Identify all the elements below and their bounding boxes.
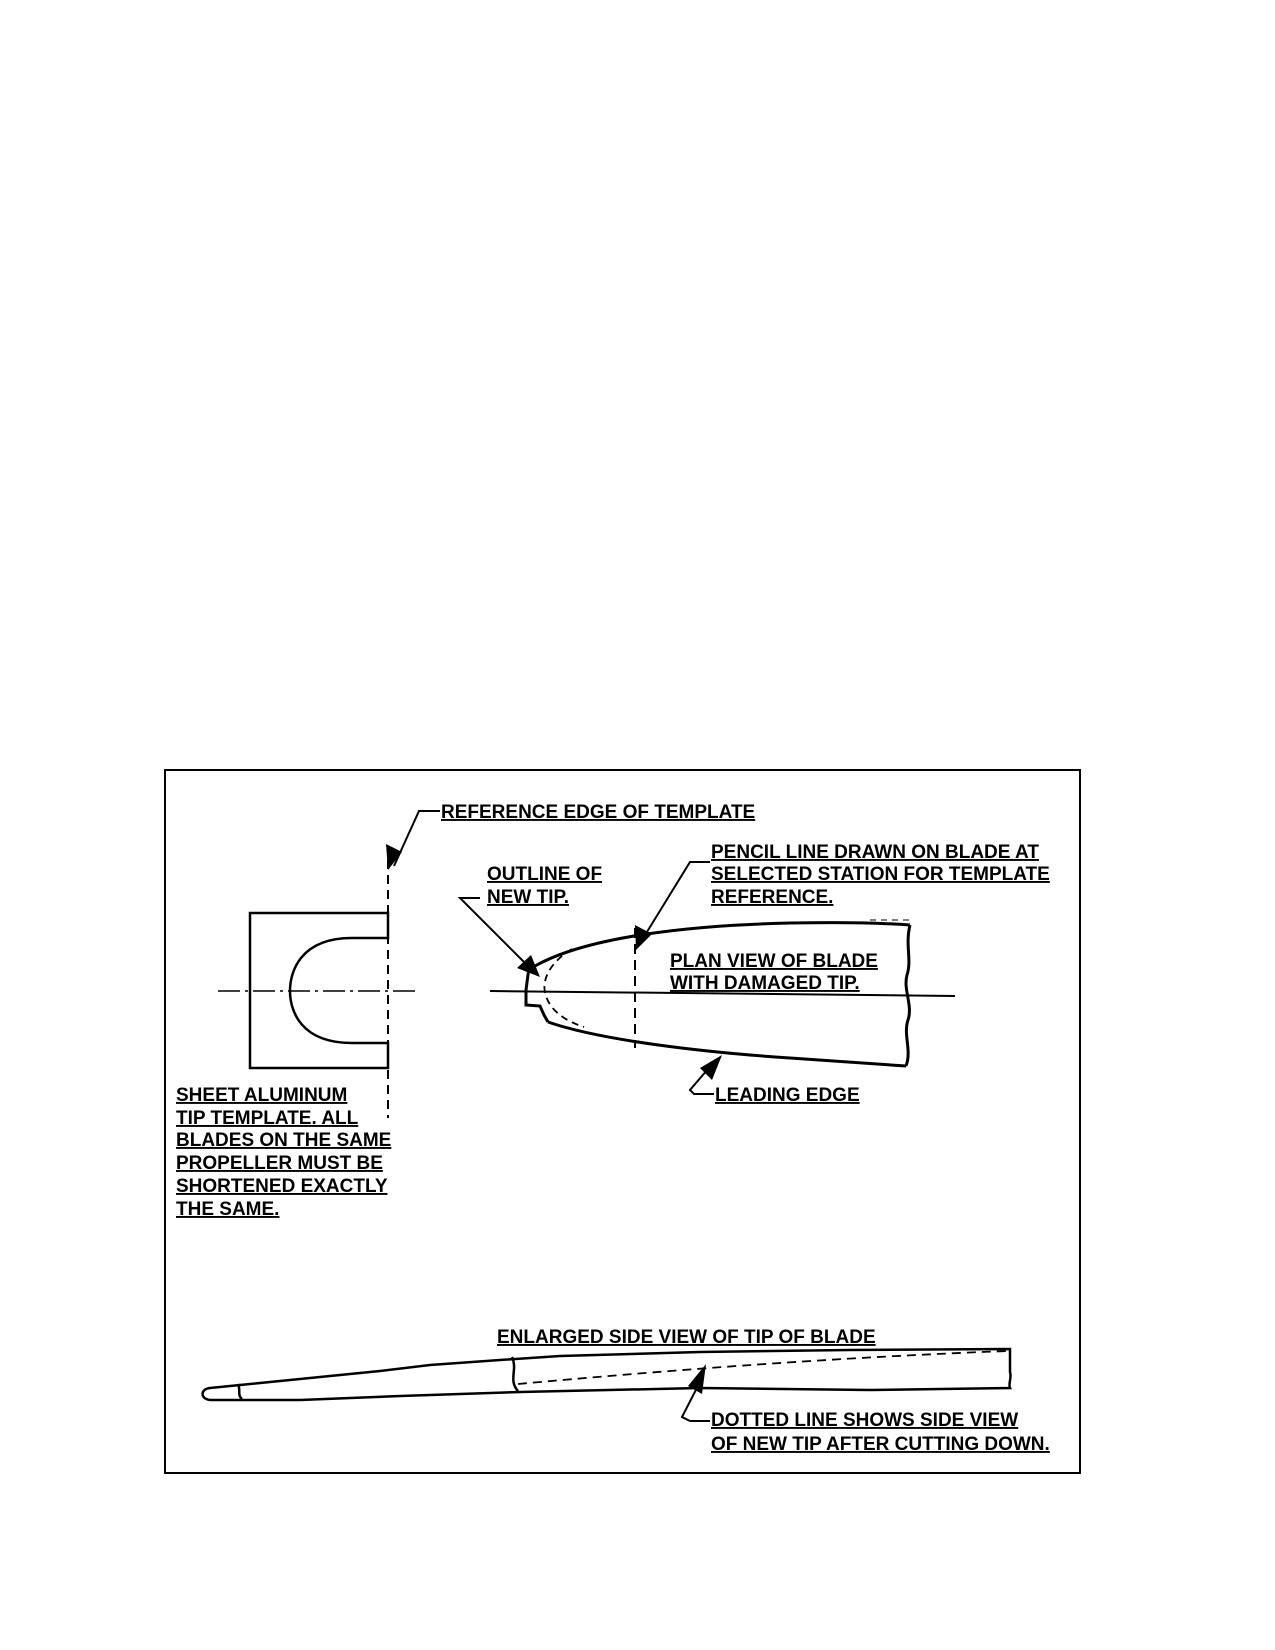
blade-side-view [203,1349,1011,1400]
label-outline-2: NEW TIP. [487,887,569,908]
label-outline-1: OUTLINE OF [487,864,603,885]
label-sheet-3: BLADES ON THE SAME [176,1130,392,1151]
label-pencil-2: SELECTED STATION FOR TEMPLATE [711,864,1050,885]
label-sheet-6: THE SAME. [176,1199,280,1220]
label-leading-edge: LEADING EDGE [715,1085,860,1106]
label-sheet-5: SHORTENED EXACTLY [176,1176,388,1197]
label-side-view: ENLARGED SIDE VIEW OF TIP OF BLADE [497,1327,876,1348]
outline-leader [460,898,528,966]
leading-edge-arrowhead [700,1055,722,1080]
label-sheet-1: SHEET ALUMINUM [176,1085,348,1106]
label-plan-1: PLAN VIEW OF BLADE [670,951,878,972]
label-dotted-2: OF NEW TIP AFTER CUTTING DOWN. [711,1434,1050,1455]
reference-edge-arrowhead [386,844,402,870]
label-plan-2: WITH DAMAGED TIP. [670,973,860,994]
new-tip-outline [544,949,584,1027]
label-sheet-2: TIP TEMPLATE. ALL [176,1108,359,1129]
reference-edge-leader [394,811,440,866]
label-sheet-4: PROPELLER MUST BE [176,1153,383,1174]
label-pencil-1: PENCIL LINE DRAWN ON BLADE AT [711,842,1039,863]
dotted-line-arrowhead [688,1364,706,1394]
label-dotted-1: DOTTED LINE SHOWS SIDE VIEW [711,1410,1019,1431]
label-reference-edge: REFERENCE EDGE OF TEMPLATE [441,802,756,823]
label-pencil-3: REFERENCE. [711,887,834,908]
